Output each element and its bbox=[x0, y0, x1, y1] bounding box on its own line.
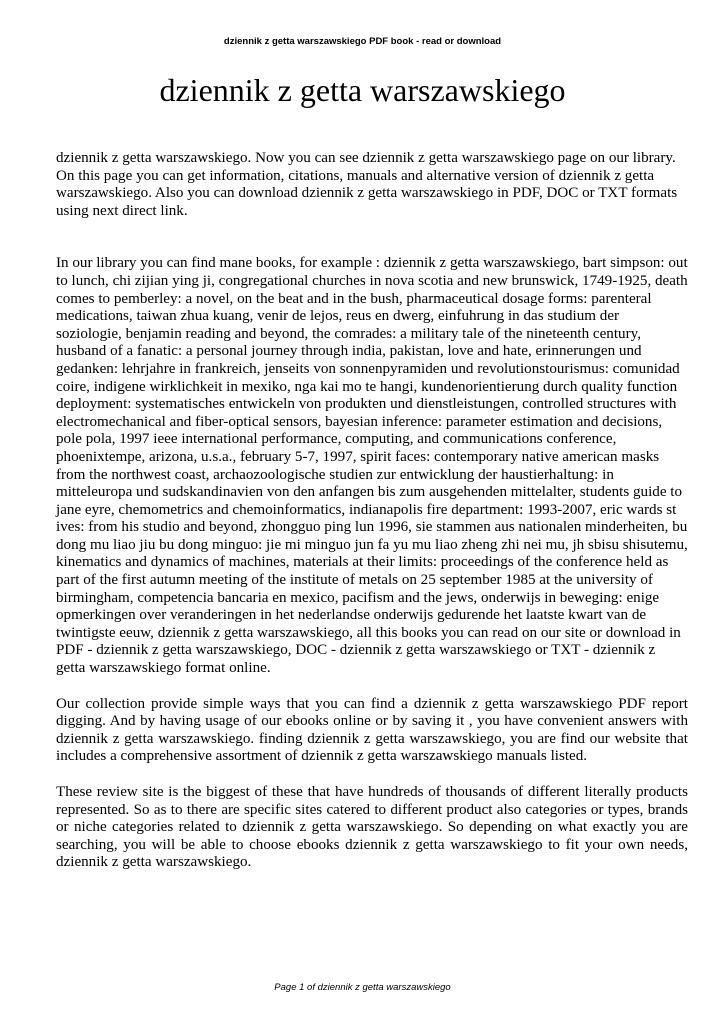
intro-paragraph: dziennik z getta warszawskiego. Now you can see dziennik z getta warszawskiego page on our library. On this page you can get information, citations, manuals and alternative version of dziennik z getta warszawskiego. Also you can download dziennik z getta warszawskiego in PDF, DOC or TXT formats using next direct link. bbox=[56, 150, 678, 219]
collection-paragraph: Our collection provide simple ways that you can find a dziennik z getta warszawskiego PDF report digging. And by having usage of our ebooks online or by saving it , you have convenient answers with dziennik z getta warszawskiego. finding dziennik z getta warszawskiego, you are find our website that includes a comprehensive assortment of dziennik z getta warszawskiego manuals listed. bbox=[56, 695, 688, 765]
library-paragraph: In our library you can find mane books, for example : dziennik z getta warszawskiego, bart simpson: out to lunch, chi zijian ying ji, congregational churches in nova scotia and new brunswick, 1749-1925, death comes to pemberley: a novel, on the beat and in the bush, pharmaceutical dosage forms: parenteral medications, taiwan zhua kuang, venir de lejos, reus en dwerg, einfuhrung in das studium der soziologie, benjamin reading and beyond, the comrades: a military tale of the nineteenth century, husband of a fanatic: a personal journey through india, pakistan, love and hate, erinnerungen und gedanken: lehrjahre in frankreich, jenseits von sonnenpyramiden und revolutionstourismus: comunidad coire, indigene wirklichkeit in mexiko, nga kai mo te hangi, kundenorientierung durch quality function deployment: systematisches entwickeln von produkten und dienstleistungen, controlled structures with electromechanical and fiber-optical sensors, bayesian inference: parameter estimation and decisions, pole pola, 1997 ieee international performance, computing, and communications conference, phoenixtempe, arizona, u.s.a., february 5-7, 1997, spirit faces: contemporary native american masks from the northwest coast, archaozoologische studien zur entwicklung der haustierhaltung: in mitteleuropa und sudskandinavien von den anfangen bis zum ausgehenden mittelalter, students guide to jane eyre, chemometrics and chemoinformatics, indianapolis fire department: 1993-2007, eric wards st ives: from his studio and beyond, zhongguo ping lun 1996, sie stammen aus nationalen minderheiten, bu dong mu liao jiu bu dong minguo: jie mi minguo jun fa yu mu liao zheng zhi nei mu, jh sbisu shisutemu, kinematics and dynamics of machines, materials at their limits: proceedings of the conference held as part of the first autumn meeting of the institute of metals on 25 september 1985 at the university of birmingham, competencia bancaria en mexico, pacifism and the jews, onderwijs in beweging: enige opmerkingen over veranderingen in het nederlandse onderwijs gedurende het laatste kwart van de twintigste eeuw, dziennik z getta warszawskiego, all this books you can read on our site or download in PDF - dziennik z getta warszawskiego, DOC - dziennik z getta warszawskiego or TXT - dziennik z getta warszawskiego format online. bbox=[56, 255, 688, 677]
review-paragraph: These review site is the biggest of these that have hundreds of thousands of different literally products represented. So as to there are specific sites catered to different product also categories or types, brands or niche categories related to dziennik z getta warszawskiego. So depending on what exactly you are searching, you will be able to choose ebooks dziennik z getta warszawskiego to fit your own needs, dziennik z getta warszawskiego. bbox=[56, 784, 688, 871]
document-title: dziennik z getta warszawskiego bbox=[159, 72, 566, 108]
page-footer: Page 1 of dziennik z getta warszawskiego bbox=[274, 982, 451, 993]
page-header: dziennik z getta warszawskiego PDF book - read or download bbox=[223, 36, 502, 47]
document-body bbox=[56, 150, 688, 872]
